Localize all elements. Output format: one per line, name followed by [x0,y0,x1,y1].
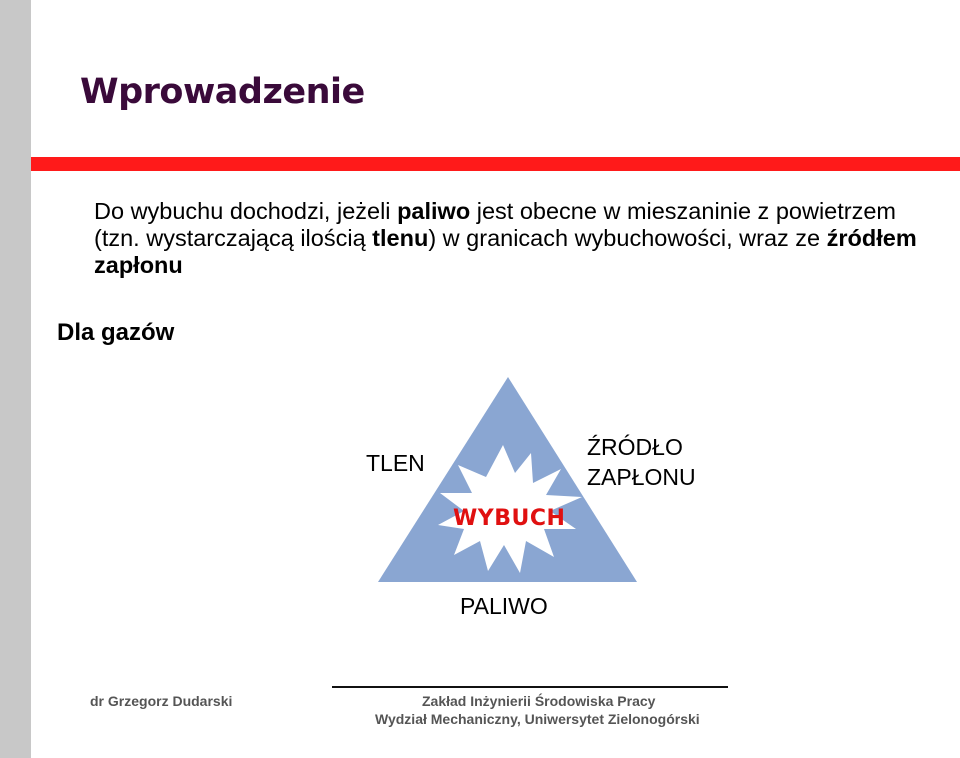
gas-heading: Dla gazów [57,319,175,346]
footer-faculty: Wydział Mechaniczny, Uniwersytet Zielonogórski [375,711,700,727]
intro-ignition: źródłem zapłonu [94,225,917,278]
ignition-label-line1: ŹRÓDŁO [587,434,683,460]
slide-title: Wprowadzenie [80,72,365,112]
fire-triangle-diagram [350,365,730,625]
title-underline-bar [31,157,960,171]
intro-oxygen: tlenu [372,225,429,251]
footer-author: dr Grzegorz Dudarski [90,693,233,709]
sidebar-bar [0,0,31,758]
oxygen-label: TLEN [366,450,425,476]
intro-text-3: ) w granicach wybuchowości, wraz ze [428,225,827,251]
intro-text-1: Do wybuchu dochodzi, jeżeli [94,198,398,224]
intro-fuel: paliwo [397,198,471,224]
intro-paragraph [94,198,934,279]
explosion-label: WYBUCH [453,506,566,531]
intro-text-2: jest obecne w mieszaninie z powietrzem (tzn. wystarczającą ilością [94,198,896,251]
fuel-label: PALIWO [460,593,548,619]
ignition-label-line2: ZAPŁONU [587,464,696,490]
fire-triangle-graphic [350,365,730,625]
footer-divider [332,686,728,688]
footer-department: Zakład Inżynierii Środowiska Pracy [422,693,656,709]
